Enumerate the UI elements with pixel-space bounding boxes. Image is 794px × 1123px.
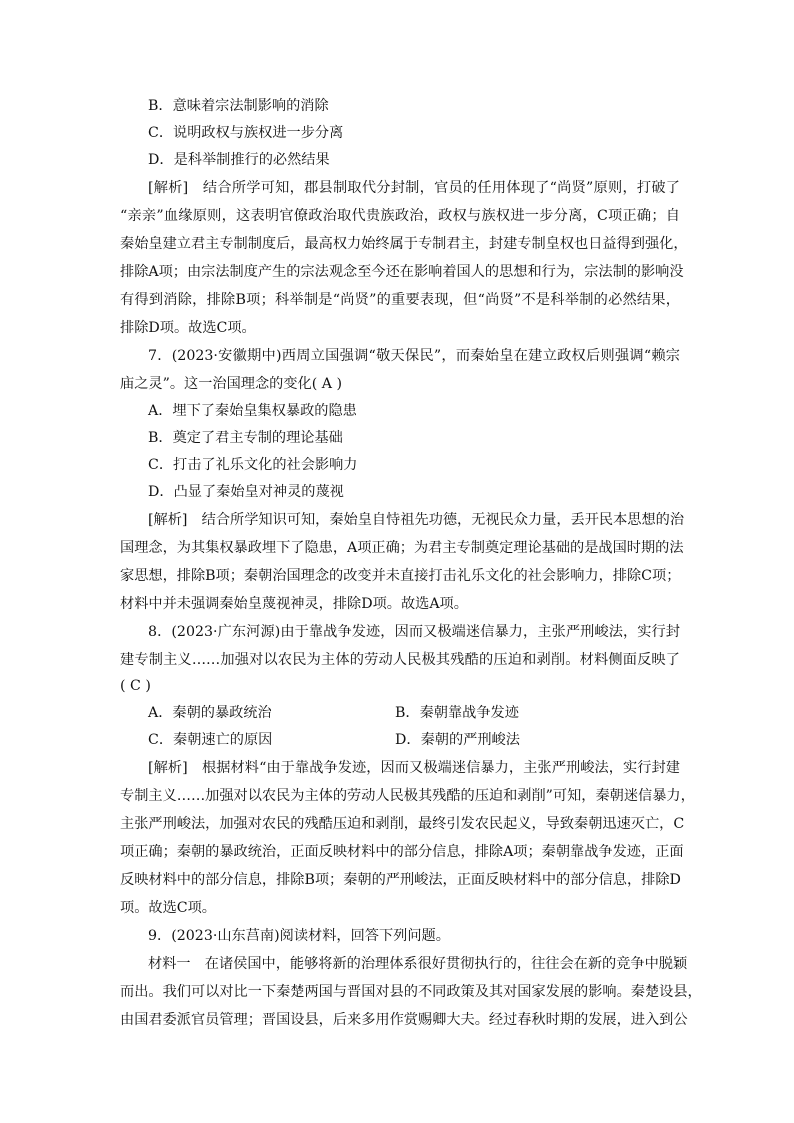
- question-8-answer: ( C ): [120, 678, 151, 694]
- analysis-q8-line: 主张严刑峻法，加强对农民的残酷压迫和剥削，最终引发农民起义，导致秦朝迅速灭亡，C: [120, 816, 685, 832]
- question-7-stem: 7．(2023·安徽期中)西周立国强调“敬天保民”，而秦始皇在建立政权后则强调“赖宗: [148, 348, 680, 364]
- material-1-line: 由国君委派官员管理；晋国设县，后来多用作赏赐卿大夫。经过春秋时期的发展，进入到公: [120, 1012, 688, 1028]
- analysis-q8-line: [解析] 根据材料“由于靠战争发迹，因而又极端迷信暴力，主张严刑峻法，实行封建: [148, 760, 680, 776]
- analysis-q8-line: 反映材料中的部分信息，排除B项；秦朝的严刑峻法，正面反映材料中的部分信息，排除D: [120, 872, 681, 888]
- analysis-q8-line: 项正确；秦朝的暴政统治，正面反映材料中的部分信息，排除A项；秦朝靠战争发迹，正面: [120, 844, 684, 860]
- question-7-stem: 庙之灵”。这一治国理念的变化( A ): [120, 376, 343, 392]
- question-8-stem: 8．(2023·广东河源)由于靠战争发迹，因而又极端迷信暴力，主张严刑峻法，实行封: [148, 624, 680, 640]
- analysis-q6-line: “亲亲”血缘原则，这表明官僚政治取代贵族政治，政权与族权进一步分离，C项正确；自: [120, 208, 680, 224]
- option-a-q8: A．秦朝的暴政统治: [148, 705, 272, 721]
- option-b-q8: B．秦朝靠战争发迹: [395, 705, 519, 721]
- option-a-q7: A．埋下了秦始皇集权暴政的隐患: [148, 403, 357, 419]
- analysis-q7-line: 家思想，排除B项；秦朝治国理念的改变并未直接打击礼乐文化的社会影响力，排除C项；: [120, 568, 681, 584]
- question-9-stem: 9．(2023·山东莒南)阅读材料，回答下列问题。: [148, 928, 450, 944]
- analysis-q6-line: 排除D项。故选C项。: [120, 320, 256, 336]
- analysis-q6-line: 有得到消除，排除B项；科举制是“尚贤”的重要表现，但“尚贤”不是科举制的必然结果，: [120, 292, 680, 308]
- option-d-q7: D．凸显了秦始皇对神灵的蔑视: [148, 484, 344, 500]
- analysis-q8-line: 专制主义……加强对以农民为主体的劳动人民极其残酷的压迫和剥削”可知，秦朝迷信暴力，: [120, 788, 695, 804]
- option-d-q8: D．秦朝的严刑峻法: [395, 732, 520, 748]
- option-b-q7: B．奠定了君主专制的理论基础: [148, 430, 343, 446]
- option-c-q7: C．打击了礼乐文化的社会影响力: [148, 457, 358, 473]
- analysis-q6-line: [解析] 结合所学可知，郡县制取代分封制，官员的任用体现了“尚贤”原则，打破了: [148, 180, 680, 196]
- analysis-q8-line: 项。故选C项。: [120, 900, 216, 916]
- question-8-stem: 建专制主义……加强对以农民为主体的劳动人民极其残酷的压迫和剥削。材料侧面反映了: [120, 652, 680, 668]
- analysis-q7-line: 国理念，为其集权暴政埋下了隐患，A项正确；为君主专制奠定理论基础的是战国时期的法: [120, 540, 684, 556]
- material-1-line: 而出。我们可以对比一下秦楚两国与晋国对县的不同政策及其对国家发展的影响。秦楚设县，: [120, 984, 702, 1000]
- analysis-q7-line: [解析] 结合所学知识可知，秦始皇自恃祖先功德，无视民众力量，丢开民本思想的治: [148, 512, 685, 528]
- material-1-line: 材料一 在诸侯国中，能够将新的治理体系很好贯彻执行的，往往会在新的竞争中脱颖: [148, 956, 688, 972]
- analysis-q7-line: 材料中并未强调秦始皇蔑视神灵，排除D项。故选A项。: [120, 596, 468, 612]
- analysis-q6-line: 秦始皇建立君主专制制度后，最高权力始终属于专制君主，封建专制皇权也日益得到强化，: [120, 236, 688, 252]
- option-d-q6: D．是科举制推行的必然结果: [148, 152, 330, 168]
- option-b-q6: B．意味着宗法制影响的消除: [148, 98, 329, 114]
- analysis-q6-line: 排除A项；由宗法制度产生的宗法观念至今还在影响着国人的思想和行为，宗法制的影响没: [120, 264, 684, 280]
- option-c-q8: C．秦朝速亡的原因: [148, 732, 273, 748]
- option-c-q6: C．说明政权与族权进一步分离: [148, 125, 344, 141]
